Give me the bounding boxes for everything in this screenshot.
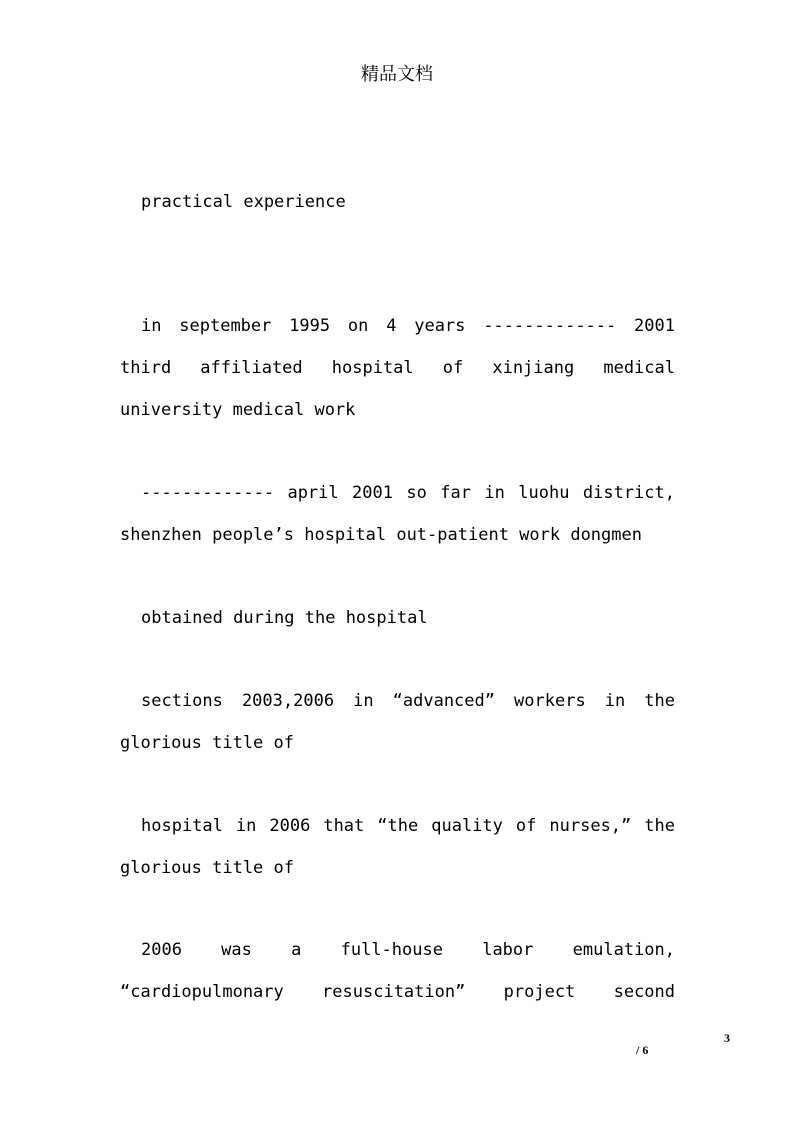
page-total: / 6: [636, 1043, 649, 1057]
page-number: 3: [724, 1031, 730, 1045]
paragraph-xinjiang-work: in september 1995 on 4 years ------------- 2001 third affiliated hospital of xinjiang medical university medical work: [120, 316, 675, 420]
paragraph-obtained: obtained during the hospital: [141, 608, 428, 628]
paragraph-advanced-workers: sections 2003,2006 in “advanced” workers in the glorious title of: [120, 691, 675, 753]
page-header: 精品文档: [361, 64, 433, 85]
paragraph-labor-emulation-line1: 2006 was a full-house labor emulation,: [141, 940, 675, 960]
paragraph-practical-experience: practical experience: [141, 192, 346, 212]
paragraph-labor-emulation-line2: “cardiopulmonary resuscitation” project second: [120, 982, 675, 1002]
paragraph-quality-nurses: hospital in 2006 that “the quality of nurses,” the glorious title of: [120, 816, 675, 878]
paragraph-shenzhen-work: ------------- april 2001 so far in luohu district, shenzhen people’s hospital out-patient work dongmen: [120, 483, 675, 545]
